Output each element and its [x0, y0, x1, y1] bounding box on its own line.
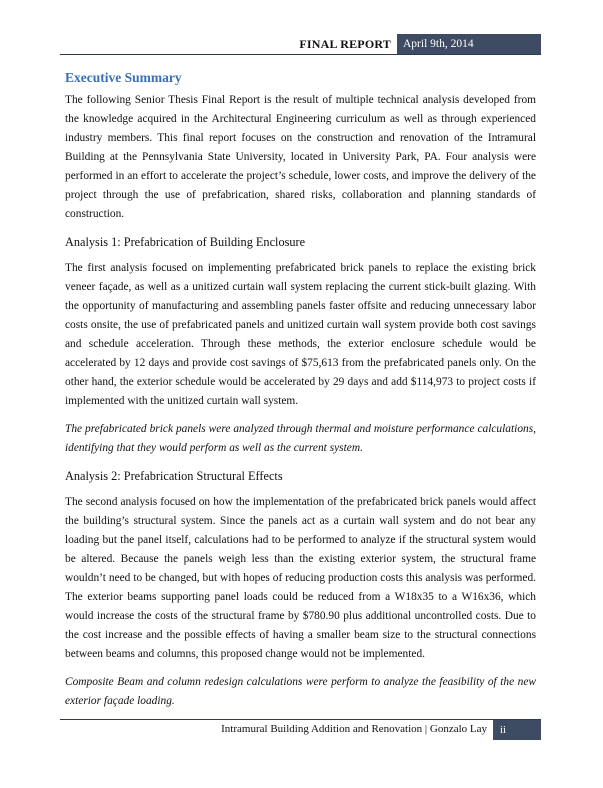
page-footer	[60, 719, 541, 740]
section-heading: Executive Summary	[65, 70, 182, 85]
intro-paragraph: The following Senior Thesis Final Report is the result of multiple technical analysis developed from the knowledge acquired in the Architectural Engineering curriculum as well as through experienced industry members. This final report focuses on the construction and renovation of the Intramural Building at the Pennsylvania State University, located in University Park, PA. Four analysis were performed in an effort to accelerate the project’s schedule, lower costs, and improve the delivery of the project through the use of prefabrication, shared risks, collaboration and planning standards of construction.	[65, 94, 536, 220]
report-title: FINAL REPORT	[299, 37, 391, 51]
page-header	[60, 34, 541, 55]
analysis2-note: Composite Beam and column redesign calculations were perform to analyze the feasibility of the new exterior façade loading.	[65, 676, 536, 707]
analysis1-body: The first analysis focused on implementing prefabricated brick panels to replace the existing brick veneer façade, as well as a unitized curtain wall system replacing the current stick-built glazing. With the opportunity of manufacturing and assembling panels faster offsite and reducing unnecessary labor costs onsite, the use of prefabricated panels and unitized curtain wall system provide both cost savings and schedule acceleration. Through these methods, the exterior enclosure schedule would be accelerated by 12 days and provide cost savings of $75,613 from the prefabricated panels only. On the other hand, the exterior schedule would be accelerated by 29 days and add $114,973 to project costs if implemented with the unitized curtain wall system.	[65, 262, 536, 407]
footer-text: Intramural Building Addition and Renovation | Gonzalo Lay	[221, 723, 487, 735]
analysis2-body: The second analysis focused on how the implementation of the prefabricated brick panels would affect the building’s structural system. Since the panels act as a curtain wall system and do not bear any loading but the panel itself, calculations had to be performed to analyze if the structural system would be altered. Because the panels weigh less than the existing exterior system, the structural frame wouldn’t need to be changed, but with hopes of reducing production costs this analysis was performed. The exterior beams supporting panel loads could be reduced from a W18x35 to a W16x36, which would increase the costs of the structural frame by $780.90 plus additional uncontrolled costs. Due to the cost increase and the possible effects of having a smaller beam size to the structural connections between beams and columns, this proposed change would not be implemented.	[65, 496, 536, 660]
analysis1-title: Analysis 1: Prefabrication of Building Enclosure	[65, 235, 306, 249]
analysis1-note: The prefabricated brick panels were analyzed through thermal and moisture performance calculations, identifying that they would perform as well as the current system.	[65, 423, 536, 454]
document-body	[65, 68, 536, 720]
page-number: ii	[493, 720, 541, 740]
analysis2-title: Analysis 2: Prefabrication Structural Effects	[65, 469, 283, 483]
date-box: April 9th, 2014	[397, 34, 541, 54]
